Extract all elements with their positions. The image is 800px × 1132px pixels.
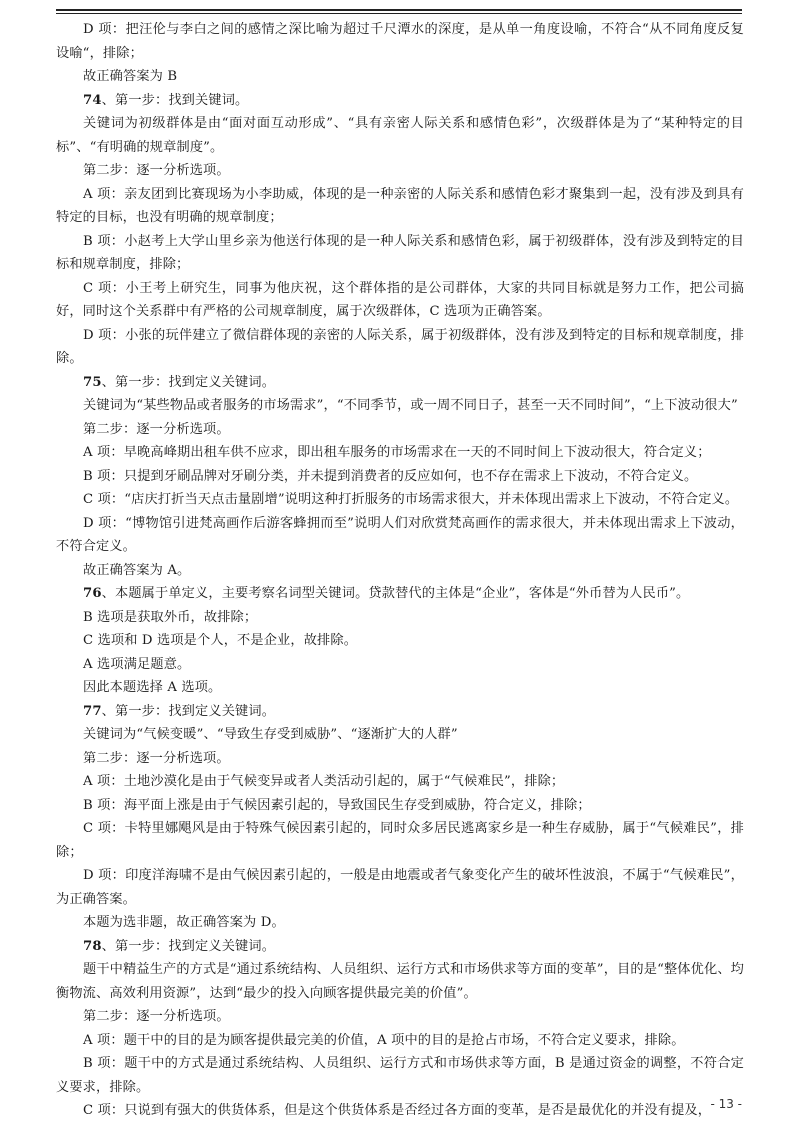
paragraph-text: 故正确答案为 A。 bbox=[83, 562, 191, 578]
paragraph bbox=[56, 65, 744, 89]
paragraph-text: 因此本题选择 A 选项。 bbox=[83, 680, 222, 695]
paragraph-text: D 项：“博物馆引进梵高画作后游客蜂拥而至”说明人们对欣赏梵高画作的需求很大，并未体现出需求上下波动，不符合定义。 bbox=[56, 515, 744, 554]
paragraph-text: D 项：印度洋海啸不是由气候因素引起的，一般是由地震或者气象变化产生的破坏性波浪，不属于“气候难民”，为正确答案。 bbox=[56, 868, 744, 907]
paragraph-text: C 项：只说到有强大的供货体系，但是这个供货体系是否经过各方面的变革，是否是最优化的并没有提及， bbox=[83, 1103, 712, 1118]
paragraph-text: 关键词为“某些物品或者服务的市场需求”，“不同季节，或一周不同日子，甚至一天不同时间”，“上下波动很大” bbox=[83, 398, 738, 413]
paragraph bbox=[56, 1099, 744, 1123]
paragraph-text: A 项：亲友团到比赛现场为小李助威，体现的是一种亲密的人际关系和感情色彩才聚集到一起，没有涉及到具有特定的目标，也没有明确的规章制度； bbox=[56, 186, 744, 225]
paragraph bbox=[56, 747, 744, 771]
paragraph bbox=[56, 606, 744, 630]
paragraph bbox=[56, 676, 744, 700]
paragraph bbox=[56, 911, 744, 935]
paragraph bbox=[56, 582, 744, 606]
paragraph-text: 本题为选非题，故正确答案为 D。 bbox=[83, 915, 285, 930]
paragraph bbox=[56, 418, 744, 442]
paragraph bbox=[56, 465, 744, 489]
paragraph bbox=[56, 277, 744, 324]
paragraph-text: B 项：只提到牙刷品牌对牙刷分类，并未提到消费者的反应如何，也不存在需求上下波动，不符合定义。 bbox=[83, 468, 698, 484]
paragraph-text: B 项：题干中的方式是通过系统结构、人员组织、运行方式和市场供求等方面，B 是通过资金的调整，不符合定义要求，排除。 bbox=[56, 1056, 744, 1095]
question-number: 78 bbox=[83, 938, 102, 954]
paragraph-text: 故正确答案为 B bbox=[83, 69, 178, 84]
paragraph-text: 第二步：逐一分析选项。 bbox=[83, 1009, 230, 1024]
paragraph bbox=[56, 512, 744, 559]
paragraph bbox=[56, 89, 744, 113]
paragraph-text: C 选项和 D 选项是个人，不是企业，故排除。 bbox=[83, 633, 358, 648]
paragraph bbox=[56, 770, 744, 794]
header-rule-thin bbox=[56, 13, 742, 14]
paragraph-text: B 选项是获取外币，故排除； bbox=[83, 609, 258, 625]
paragraph-text: A 项：题干中的目的是为顾客提供最完美的价值，A 项中的目的是抢占市场，不符合定义要求，排除。 bbox=[83, 1032, 685, 1048]
paragraph bbox=[56, 371, 744, 395]
paragraph bbox=[56, 183, 744, 230]
paragraph-text: C 项：“店庆打折当天点击量剧增”说明这种打折服务的市场需求很大，并未体现出需求上下波动，不符合定义。 bbox=[83, 492, 739, 507]
document-body bbox=[56, 18, 744, 1123]
paragraph bbox=[56, 488, 744, 512]
paragraph-text: A 选项满足题意。 bbox=[83, 656, 191, 672]
paragraph bbox=[56, 700, 744, 724]
question-number: 75 bbox=[83, 374, 102, 390]
paragraph-text: B 项：小赵考上大学山里乡亲为他送行体现的是一种人际关系和感情色彩，属于初级群体，没有涉及到特定的目标和规章制度，排除； bbox=[56, 233, 744, 272]
paragraph-text: 题干中精益生产的方式是“通过系统结构、人员组织、运行方式和市场供求等方面的变革”，目的是“整体优化、均衡物流、高效利用资源”，达到“最少的投入向顾客提供最完美的价值”。 bbox=[56, 962, 744, 1001]
paragraph-text: D 项：把汪伦与李白之间的感情之深比喻为超过千尺潭水的深度，是从单一角度设喻，不符合“从不同角度反复设喻“，排除； bbox=[56, 22, 744, 61]
paragraph bbox=[56, 817, 744, 864]
paragraph-text: 关键词为初级群体是由“面对面互动形成”、“具有亲密人际关系和感情色彩”，次级群体是为了“某种特定的目标”、“有明确的规章制度”。 bbox=[56, 116, 744, 155]
paragraph-text: 、第一步：找到关键词。 bbox=[101, 92, 249, 108]
paragraph-text: 第二步：逐一分析选项。 bbox=[83, 750, 230, 766]
paragraph-text: 、第一步：找到定义关键词。 bbox=[101, 374, 276, 390]
paragraph bbox=[56, 441, 744, 465]
paragraph-text: 第二步：逐一分析选项。 bbox=[83, 163, 230, 178]
paragraph-text: C 项：小王考上研究生，同事为他庆祝，这个群体指的是公司群体，大家的共同目标就是努力工作，把公司搞好，同时这个关系群中有严格的公司规章制度，属于次级群体，C 选项为正确答案。 bbox=[56, 280, 744, 319]
paragraph bbox=[56, 1052, 744, 1099]
paragraph bbox=[56, 1029, 744, 1053]
paragraph bbox=[56, 794, 744, 818]
paragraph bbox=[56, 864, 744, 911]
paragraph bbox=[56, 653, 744, 677]
paragraph bbox=[56, 112, 744, 159]
paragraph bbox=[56, 394, 744, 418]
paragraph bbox=[56, 935, 744, 959]
paragraph bbox=[56, 1005, 744, 1029]
paragraph bbox=[56, 159, 744, 183]
paragraph-text: 、本题属于单定义，主要考察名词型关键词。贷款替代的主体是“企业”，客体是“外币替为人民币”。 bbox=[101, 586, 690, 601]
question-number: 76 bbox=[83, 586, 102, 601]
paragraph bbox=[56, 958, 744, 1005]
page-number: - 13 - bbox=[710, 1097, 742, 1111]
paragraph-text: 、第一步：找到定义关键词。 bbox=[101, 938, 276, 954]
paragraph-text: A 项：早晚高峰期出租车供不应求，即出租车服务的市场需求在一天的不同时间上下波动很大，符合定义； bbox=[83, 445, 711, 460]
paragraph-text: 第二步：逐一分析选项。 bbox=[83, 421, 230, 437]
paragraph bbox=[56, 324, 744, 371]
header-rule bbox=[56, 9, 742, 11]
paragraph-text: 、第一步：找到定义关键词。 bbox=[101, 703, 276, 719]
paragraph bbox=[56, 629, 744, 653]
paragraph-text: C 项：卡特里娜飓风是由于特殊气候因素引起的，同时众多居民逃离家乡是一种生存威胁，属于“气候难民”，排除； bbox=[56, 821, 744, 860]
question-number: 74 bbox=[83, 92, 102, 108]
paragraph bbox=[56, 723, 744, 747]
paragraph bbox=[56, 18, 744, 65]
paragraph-text: A 项：土地沙漠化是由于气候变异或者人类活动引起的，属于“气候难民”，排除； bbox=[83, 774, 565, 789]
paragraph-text: 关键词为“气候变暖”、“导致生存受到威胁”、“逐渐扩大的人群” bbox=[83, 727, 458, 742]
paragraph-text: B 项：海平面上涨是由于气候因素引起的，导致国民生存受到威胁，符合定义，排除； bbox=[83, 797, 591, 813]
paragraph bbox=[56, 230, 744, 277]
paragraph-text: D 项：小张的玩伴建立了微信群体现的亲密的人际关系，属于初级群体，没有涉及到特定的目标和规章制度，排除。 bbox=[56, 327, 744, 366]
paragraph bbox=[56, 559, 744, 583]
question-number: 77 bbox=[83, 703, 102, 719]
